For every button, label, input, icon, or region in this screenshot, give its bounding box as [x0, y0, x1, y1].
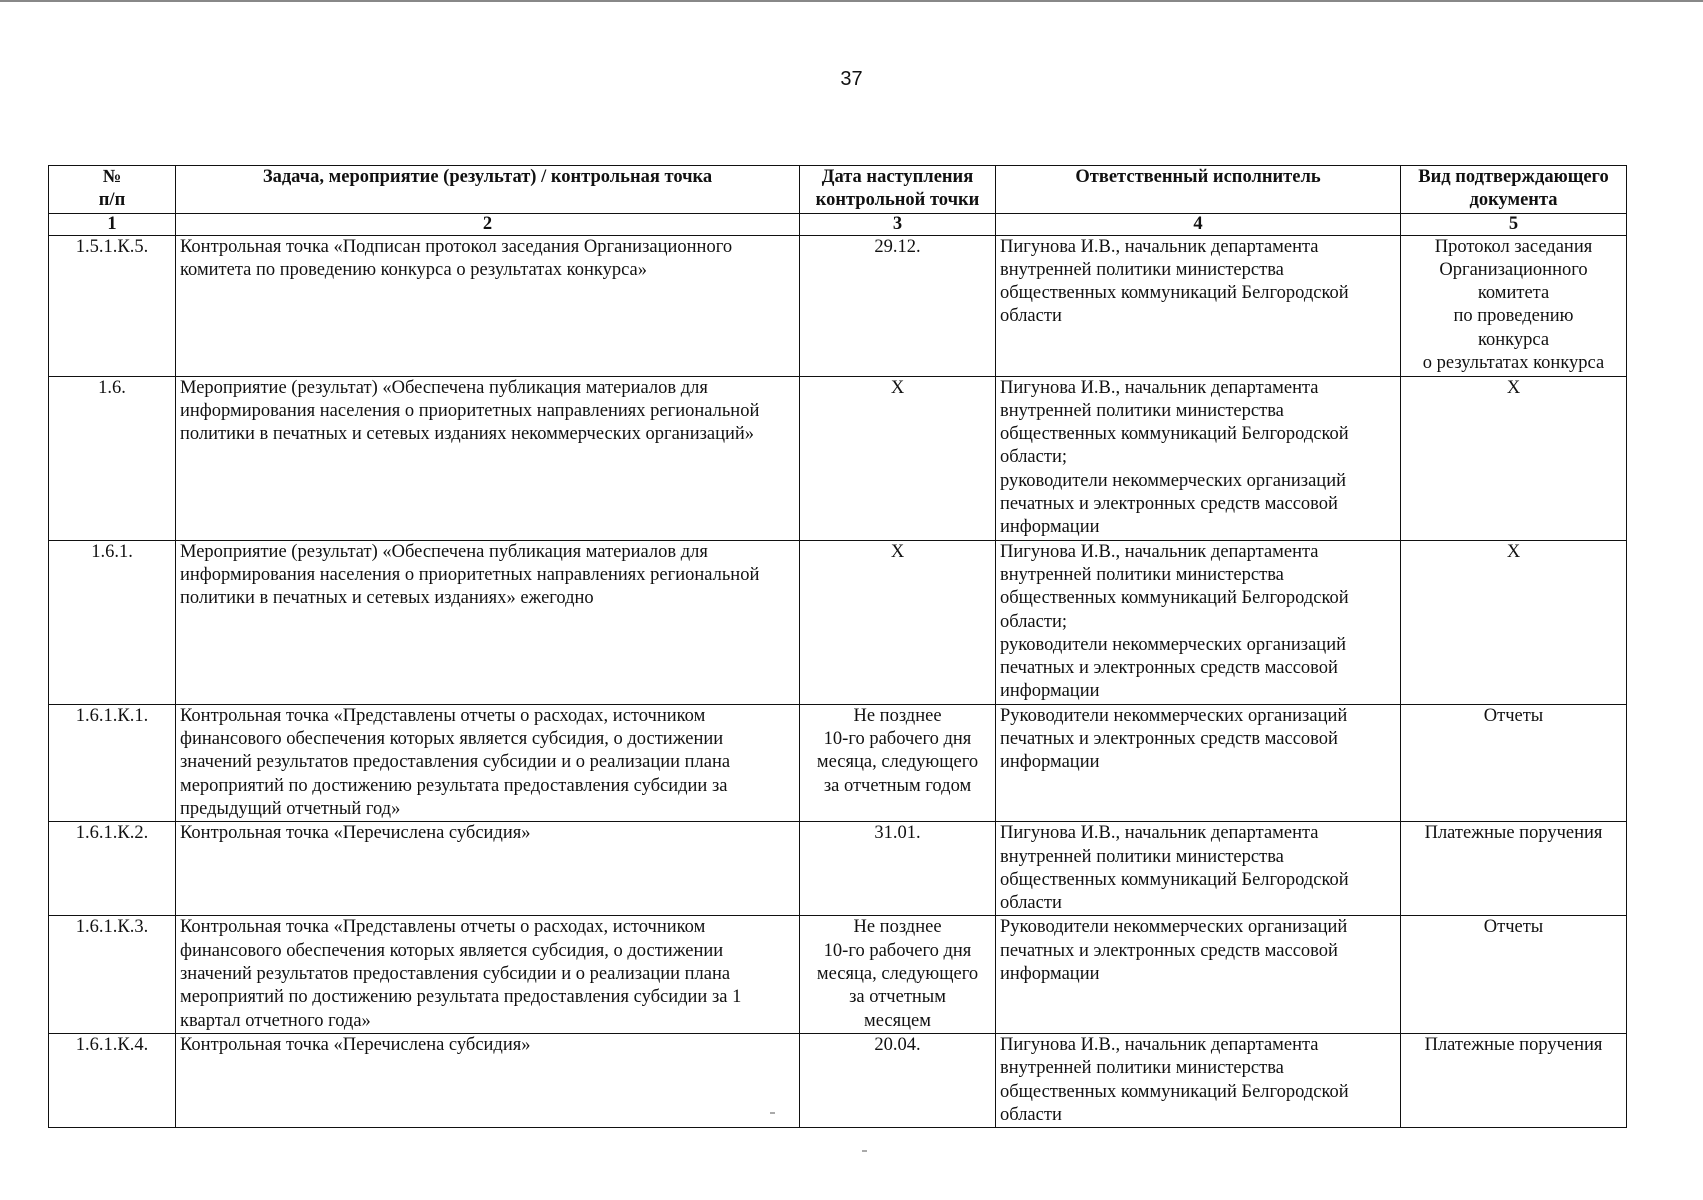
- row-responsible: Пигунова И.В., начальник департамента внутренней политики министерства общественных коммуникаций Белгородской области; руководители некоммерческих организаций печатных и электронных средств массовой информации: [996, 540, 1401, 704]
- row-date: Не позднее 10-го рабочего дня месяца, следующего за отчетным месяцем: [800, 916, 996, 1033]
- control-points-table: [48, 165, 1627, 1128]
- table-row: [49, 916, 1627, 1033]
- scan-speck: [862, 1150, 867, 1152]
- column-number: 2: [176, 213, 800, 235]
- column-number: 5: [1401, 213, 1627, 235]
- row-task: Контрольная точка «Представлены отчеты о расходах, источником финансового обеспечения которых является субсидия, о достижении значений результатов предоставления субсидии и о реализации плана мероприятий по достижению результата предоставления субсидии за предыдущий отчетный год»: [176, 704, 800, 821]
- column-number-row: [49, 213, 1627, 235]
- row-number: 1.6.1.К.3.: [49, 916, 176, 1033]
- row-date: Не позднее 10-го рабочего дня месяца, следующего за отчетным годом: [800, 704, 996, 821]
- row-responsible: Пигунова И.В., начальник департамента внутренней политики министерства общественных коммуникаций Белгородской области: [996, 235, 1401, 376]
- header-number: № п/п: [49, 166, 176, 214]
- row-task: Мероприятие (результат) «Обеспечена публикация материалов для информирования населения о приоритетных направлениях региональной политики в печатных и сетевых изданиях» ежегодно: [176, 540, 800, 704]
- column-number: 4: [996, 213, 1401, 235]
- row-task: Мероприятие (результат) «Обеспечена публикация материалов для информирования населения о приоритетных направлениях региональной политики в печатных и сетевых изданиях некоммерческих организаций»: [176, 376, 800, 540]
- scan-speck: [770, 1112, 775, 1114]
- column-number: 1: [49, 213, 176, 235]
- row-date: 29.12.: [800, 235, 996, 376]
- table-row: [49, 235, 1627, 376]
- row-task: Контрольная точка «Подписан протокол заседания Организационного комитета по проведению конкурса о результатах конкурса»: [176, 235, 800, 376]
- row-document: Платежные поручения: [1401, 1033, 1627, 1127]
- row-responsible: Пигунова И.В., начальник департамента внутренней политики министерства общественных коммуникаций Белгородской области; руководители некоммерческих организаций печатных и электронных средств массовой информации: [996, 376, 1401, 540]
- row-document: Протокол заседания Организационного комитета по проведению конкурса о результатах конкурса: [1401, 235, 1627, 376]
- table-row: [49, 540, 1627, 704]
- row-document: Платежные поручения: [1401, 822, 1627, 916]
- row-task: Контрольная точка «Представлены отчеты о расходах, источником финансового обеспечения которых является субсидия, о достижении значений результатов предоставления субсидии и о реализации плана мероприятий по достижению результата предоставления субсидии за 1 квартал отчетного года»: [176, 916, 800, 1033]
- header-responsible: Ответственный исполнитель: [996, 166, 1401, 214]
- row-responsible: Руководители некоммерческих организаций печатных и электронных средств массовой информации: [996, 916, 1401, 1033]
- row-task: Контрольная точка «Перечислена субсидия»: [176, 1033, 800, 1127]
- row-date: X: [800, 376, 996, 540]
- row-document: Отчеты: [1401, 916, 1627, 1033]
- row-date: 31.01.: [800, 822, 996, 916]
- row-document: X: [1401, 540, 1627, 704]
- row-document: X: [1401, 376, 1627, 540]
- table-row: [49, 822, 1627, 916]
- header-date: Дата наступления контрольной точки: [800, 166, 996, 214]
- row-responsible: Пигунова И.В., начальник департамента внутренней политики министерства общественных коммуникаций Белгородской области: [996, 822, 1401, 916]
- row-number: 1.6.1.К.1.: [49, 704, 176, 821]
- header-task: Задача, мероприятие (результат) / контрольная точка: [176, 166, 800, 214]
- row-responsible: Руководители некоммерческих организаций печатных и электронных средств массовой информации: [996, 704, 1401, 821]
- header-document: Вид подтверждающего документа: [1401, 166, 1627, 214]
- row-number: 1.6.1.: [49, 540, 176, 704]
- table-row: [49, 1033, 1627, 1127]
- row-number: 1.6.: [49, 376, 176, 540]
- row-date: 20.04.: [800, 1033, 996, 1127]
- scan-top-border: [0, 0, 1703, 2]
- row-number: 1.6.1.К.2.: [49, 822, 176, 916]
- table-row: [49, 704, 1627, 821]
- row-task: Контрольная точка «Перечислена субсидия»: [176, 822, 800, 916]
- row-number: 1.6.1.К.4.: [49, 1033, 176, 1127]
- page-number: 37: [840, 68, 863, 90]
- row-number: 1.5.1.К.5.: [49, 235, 176, 376]
- table-row: [49, 376, 1627, 540]
- column-number: 3: [800, 213, 996, 235]
- row-responsible: Пигунова И.В., начальник департамента внутренней политики министерства общественных коммуникаций Белгородской области: [996, 1033, 1401, 1127]
- header-row: [49, 166, 1627, 214]
- row-date: X: [800, 540, 996, 704]
- row-document: Отчеты: [1401, 704, 1627, 821]
